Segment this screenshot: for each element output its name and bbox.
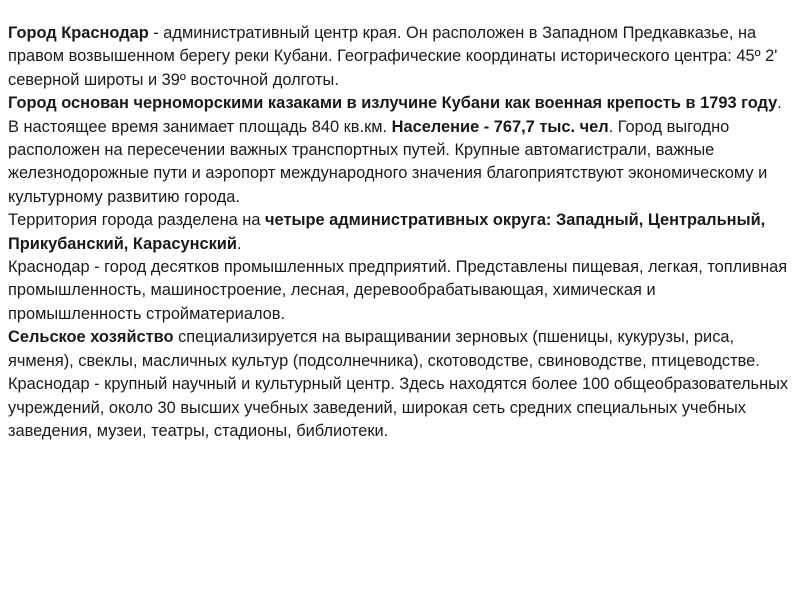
transport-text: . Город выгодно расположен на пересечении важных транспортных путей. Крупные автомагистрали, важные железнодорожные пути и аэропорт международного значения благоприятствуют экономическому и культурному развитию города.	[8, 117, 768, 206]
paragraph-industry	[8, 256, 792, 326]
industry-text: Краснодар - город десятков промышленных предприятий. Представлены пищевая, легкая, топливная промышленность, машиностроение, лесная, деревообрабатывающая, химическая и промышленность стройматериалов.	[8, 258, 788, 323]
founding-text: Город основан черноморскими казаками в излучине Кубани как военная крепость в 1793 году	[8, 94, 778, 113]
paragraph-districts	[8, 209, 792, 256]
districts-list: четыре административных округа: Западный, Центральный, Прикубанский, Карасунский	[8, 211, 766, 253]
location-text: - административный центр края. Он расположен в Западном Предкавказье, на правом возвышенном берегу реки Кубани. Географические координаты исторического центра: 45º 2' северной широты и 39º восточной долготы.	[8, 24, 778, 89]
city-name-heading: Город Краснодар	[8, 24, 149, 42]
paragraph-agriculture	[8, 326, 792, 443]
districts-intro: Территория города разделена на	[8, 211, 266, 230]
area-text: В настоящее время занимает площадь 840 кв.км.	[8, 117, 392, 136]
agriculture-heading: Сельское хозяйство	[8, 328, 174, 347]
agriculture-text: специализируется на выращивании зерновых (пшеницы, кукурузы, риса, ячменя), свеклы, масличных культур (подсолнечника), скотоводстве, свиноводстве, птицеводстве. Краснодар - крупный научный и культурный центр. Здесь находятся более 100 общеобразовательных учреждений, около 30 высших учебных заведений, широкая сеть средних специальных учебных заведения, музеи, театры, стадионы, библиотеки.	[8, 328, 789, 440]
paragraph-population	[8, 116, 792, 210]
population-text: Население - 767,7 тыс. чел	[391, 117, 609, 136]
paragraph-founding	[8, 92, 792, 115]
districts-period: .	[236, 234, 242, 253]
founding-period: .	[777, 94, 782, 113]
paragraph-location	[8, 22, 792, 92]
text-block	[8, 22, 792, 443]
